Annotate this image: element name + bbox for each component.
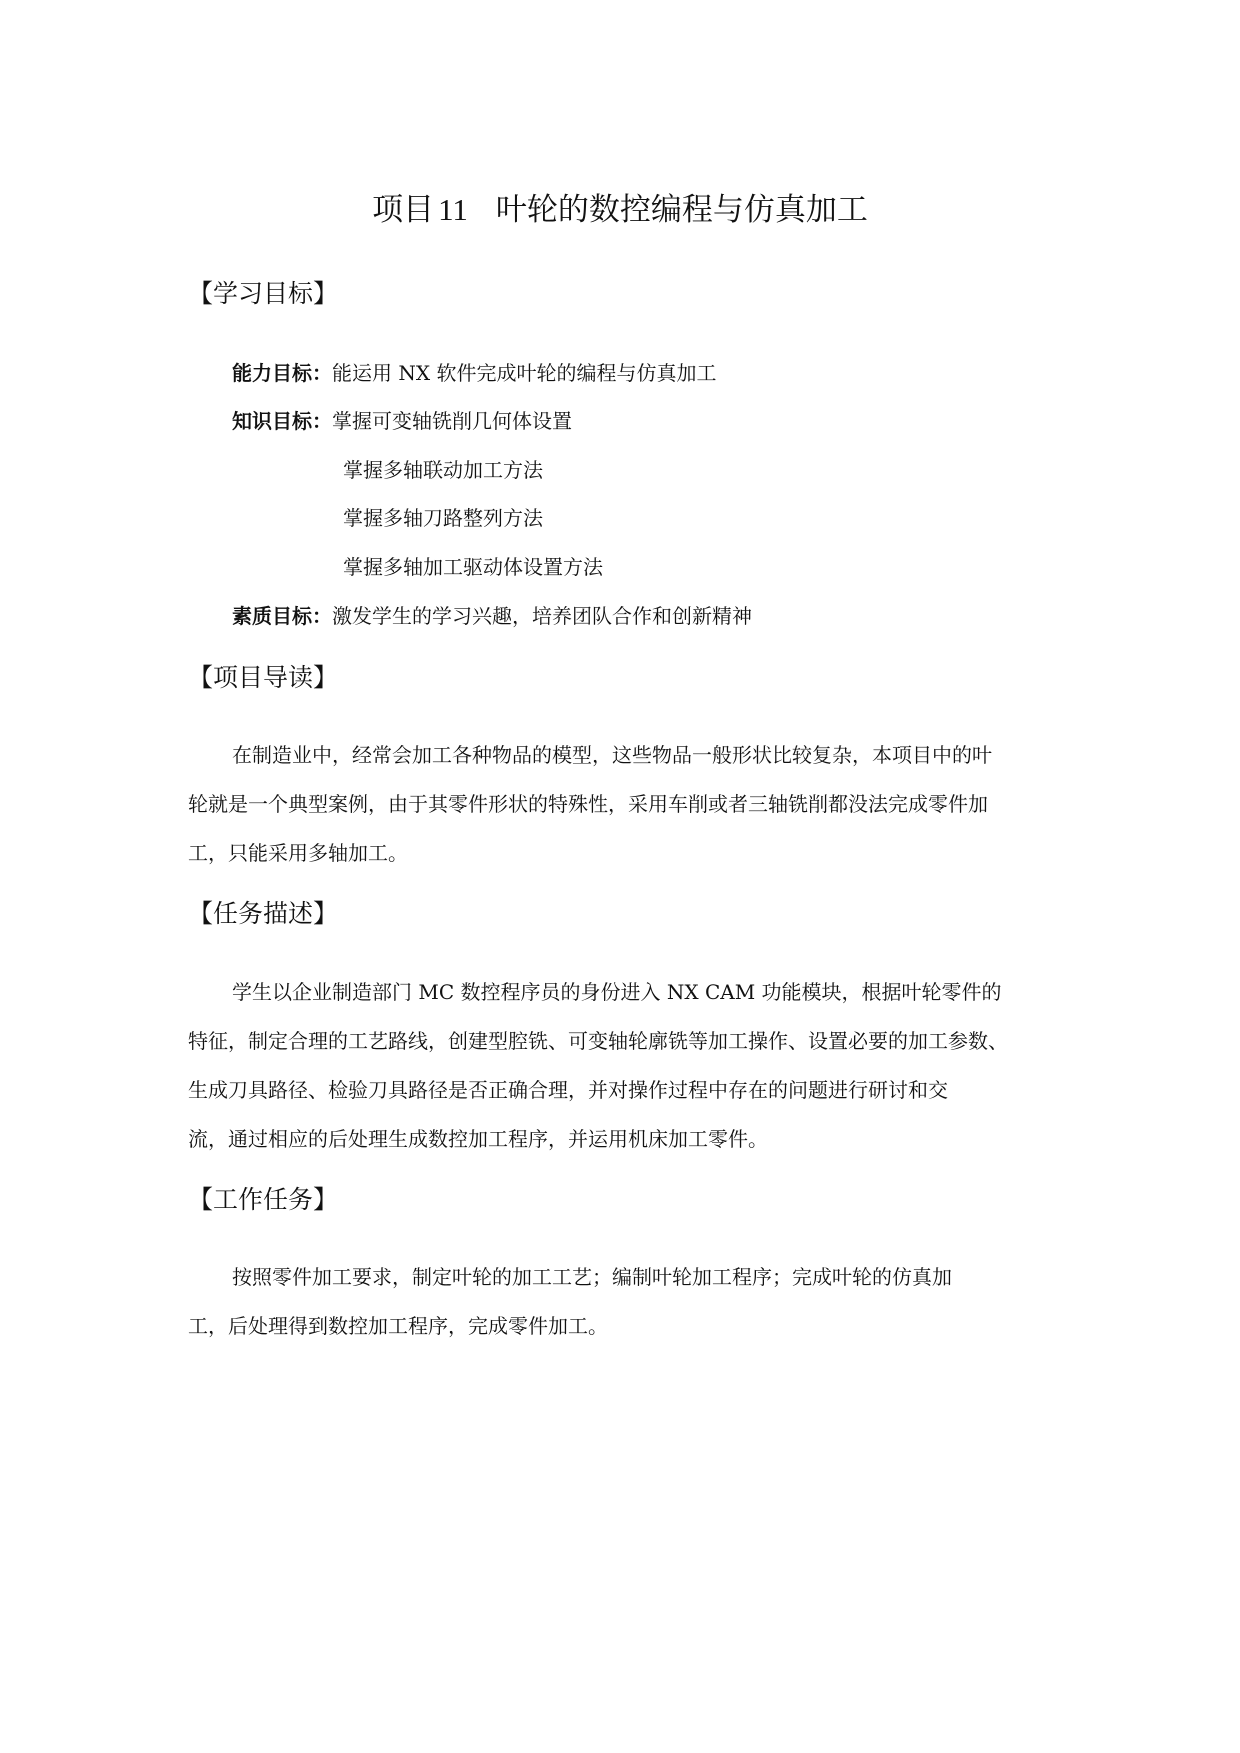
knowledge-item: 掌握多轴加工驱动体设置方法 (343, 555, 603, 579)
section-heading-objectives: 【学习目标】 (188, 279, 339, 308)
page-title (0, 188, 1240, 232)
section-heading-guide: 【项目导读】 (188, 663, 339, 692)
knowledge-item: 掌握多轴刀路整列方法 (343, 506, 543, 530)
section-heading-work-task: 【工作任务】 (188, 1185, 339, 1214)
knowledge-item: 掌握可变轴铣削几何体设置 (332, 409, 572, 433)
knowledge-label: 知识目标： (232, 409, 332, 433)
paragraph-line: 生成刀具路径、检验刀具路径是否正确合理，并对操作过程中存在的问题进行研讨和交 (188, 1078, 948, 1102)
knowledge-objective (232, 406, 572, 436)
paragraph-line: 工，只能采用多轴加工。 (188, 841, 408, 865)
knowledge-item: 掌握多轴联动加工方法 (343, 458, 543, 482)
section-heading-task-desc: 【任务描述】 (188, 899, 339, 928)
paragraph-line: 学生以企业制造部门 MC 数控程序员的身份进入 NX CAM 功能模块，根据叶轮零件的 (232, 980, 1002, 1004)
paragraph-line: 在制造业中，经常会加工各种物品的模型，这些物品一般形状比较复杂，本项目中的叶 (232, 743, 992, 767)
ability-label: 能力目标： (232, 361, 332, 385)
ability-objective (232, 358, 716, 388)
title-prefix: 项目 (372, 192, 435, 228)
paragraph-line: 按照零件加工要求，制定叶轮的加工工艺；编制叶轮加工程序；完成叶轮的仿真加 (232, 1265, 952, 1289)
title-text: 叶轮的数控编程与仿真加工 (495, 192, 868, 228)
quality-objective (232, 601, 752, 631)
quality-label: 素质目标： (232, 604, 332, 628)
quality-text: 激发学生的学习兴趣，培养团队合作和创新精神 (332, 604, 752, 628)
paragraph-line: 特征，制定合理的工艺路线，创建型腔铣、可变轴轮廓铣等加工操作、设置必要的加工参数、 (188, 1029, 1008, 1053)
paragraph-line: 工，后处理得到数控加工程序，完成零件加工。 (188, 1314, 608, 1338)
paragraph-line: 流，通过相应的后处理生成数控加工程序，并运用机床加工零件。 (188, 1127, 768, 1151)
title-number: 11 (438, 192, 468, 227)
ability-text: 能运用 NX 软件完成叶轮的编程与仿真加工 (332, 361, 717, 385)
paragraph-line: 轮就是一个典型案例，由于其零件形状的特殊性，采用车削或者三轴铣削都没法完成零件加 (188, 792, 988, 816)
